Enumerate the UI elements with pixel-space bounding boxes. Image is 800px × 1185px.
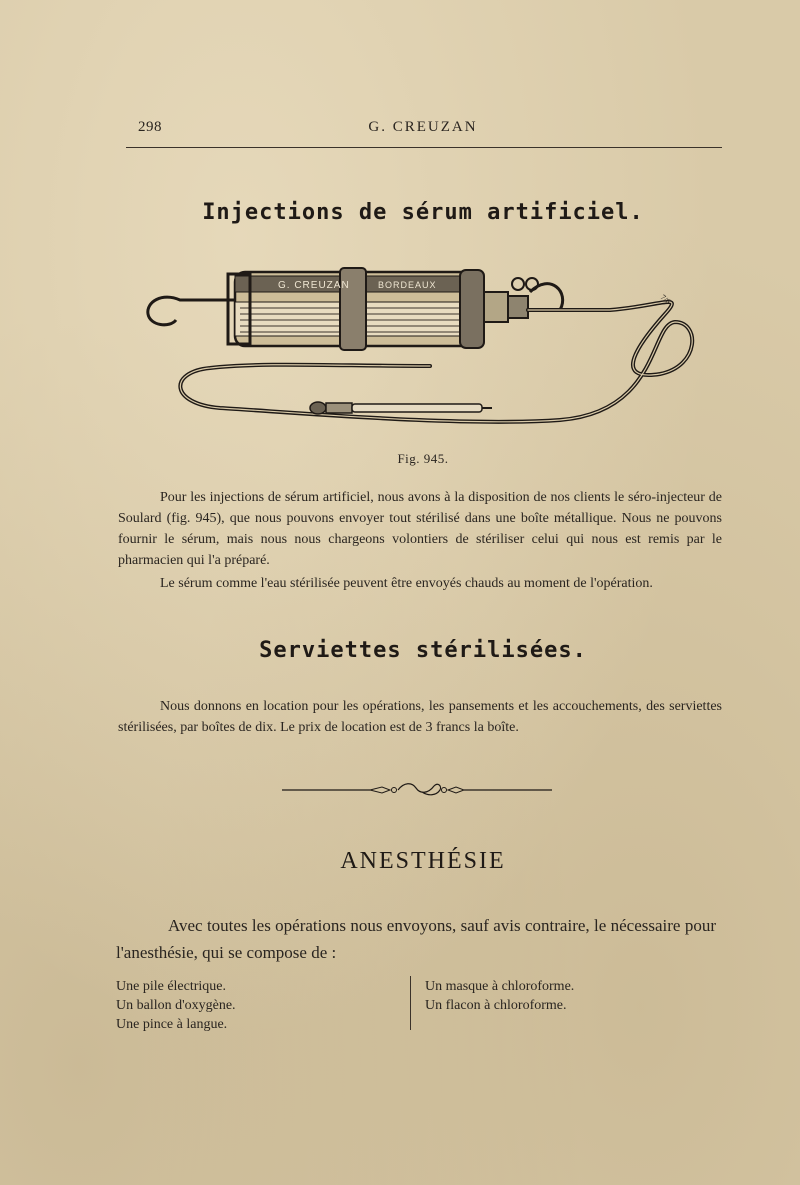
anesthesie-lead: Avec toutes les opérations nous envoyons, sauf avis contraire, le nécessaire pour l'anesthésie, qui se compose de : — [116, 916, 716, 962]
paragraph-injections-1: Pour les injections de sérum artificiel, nous avons à la disposition de nos clients le séro-injecteur de Soulard (fig. 945), que nous pouvons envoyer tout stérilisé dans une boîte métallique. Nous ne pouvons fournir le sérum, mais nous nous chargeons volontiers de stériliser celui qui nous est remis par le pharmacien qui l'a préparé. — [118, 490, 722, 568]
needle — [310, 402, 492, 414]
sero-injector-figure — [140, 262, 705, 442]
section-title-injections: Injections de sérum artificiel. — [202, 200, 644, 225]
hook-icon — [148, 297, 238, 325]
list-item: Un ballon d'oxygène. — [116, 998, 236, 1013]
anesthesie-list-left — [116, 977, 406, 1034]
paragraph-injections-2: Le sérum comme l'eau stérilisée peuvent être envoyés chauds au moment de l'opération. — [160, 576, 653, 591]
ornament-divider — [282, 780, 552, 800]
list-item: Une pile électrique. — [116, 979, 227, 994]
list-item: Un masque à chloroforme. — [425, 979, 575, 994]
list-item: Un flacon à chloroforme. — [425, 998, 567, 1013]
svg-text:7/6: 7/6 — [658, 292, 673, 307]
section-title-anesthesie: ANESTHÉSIE — [340, 848, 506, 874]
figure-caption: Fig. 945. — [397, 451, 449, 466]
section-title-serviettes: Serviettes stérilisées. — [259, 638, 587, 663]
paragraph-serviettes: Nous donnons en location pour les opérations, les pansements et les accouchements, des serviettes stérilisées, par boîtes de dix. Le prix de location est de 3 francs la boîte. — [118, 699, 722, 735]
page-number: 298 — [138, 119, 162, 135]
list-item: Une pince à langue. — [116, 1017, 228, 1032]
engraving-brand: G. CREUZAN — [278, 280, 350, 291]
list-divider — [410, 976, 411, 1030]
engraving-city: BORDEAUX — [378, 280, 437, 290]
anesthesie-list-right — [425, 977, 715, 1015]
header-rule — [126, 147, 722, 148]
running-head: G. CREUZAN — [368, 119, 478, 135]
